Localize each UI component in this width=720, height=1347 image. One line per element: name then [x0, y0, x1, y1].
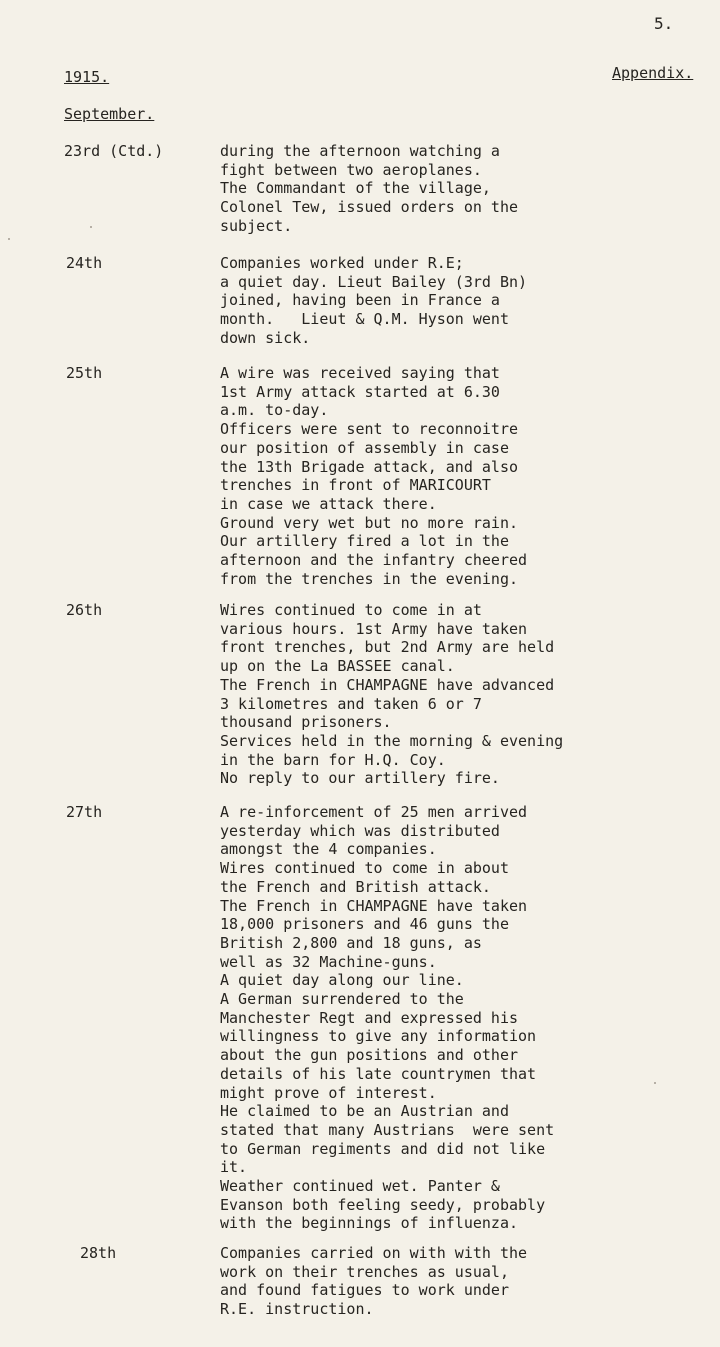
entry-date: 26th [66, 601, 103, 619]
entry-date: 24th [66, 254, 103, 272]
entry-text: Companies worked under R.E; a quiet day. Lieut Bailey (3rd Bn) joined, having been in France a month. Lieut & Q.M. Hyson went down sick. [220, 254, 528, 347]
entry-date: 28th [80, 1244, 117, 1262]
month-heading: September. [64, 105, 155, 123]
entry-text: Wires continued to come in at various hours. 1st Army have taken front trenches, but 2nd Army are held up on the La BASSEE canal. The French in CHAMPAGNE have advanced 3 kilometres and taken 6 or 7 thousand prisoners. Services held in the morning & evening in the barn for H.Q. Coy. No reply to our artillery fire. [220, 601, 564, 788]
year-heading: 1915. [64, 68, 110, 86]
paper-speck [8, 238, 10, 240]
entry-text: during the afternoon watching a fight between two aeroplanes. The Commandant of the village, Colonel Tew, issued orders on the subject. [220, 142, 519, 235]
entry-date: 25th [66, 364, 103, 382]
entry-date: 23rd (Ctd.) [64, 142, 164, 160]
entry-text: A wire was received saying that 1st Army attack started at 6.30 a.m. to-day. Officers were sent to reconnoitre our position of assembly in case the 13th Brigade attack, and also trenches in front of MARICOURT in case we attack there. Ground very wet but no more rain. Our artillery fired a lot in the afternoon and the infantry cheered from the trenches in the evening. [220, 364, 528, 588]
page-number: 5. [654, 14, 674, 33]
appendix-heading: Appendix. [612, 64, 694, 82]
paper-speck [654, 1082, 656, 1084]
entry-text: A re-inforcement of 25 men arrived yesterday which was distributed amongst the 4 companies. Wires continued to come in about the French and British attack. The French in CHAMPAGNE have taken 18,000 prisoners and 46 guns the British 2,800 and 18 guns, as well as 32 Machine-guns. A quiet day along our line. A German surrendered to the Manchester Regt and expressed his willingness to give any information about the gun positions and other details of his late countrymen that might prove of interest. He claimed to be an Austrian and stated that many Austrians were sent to German regiments and did not like it. Weather continued wet. Panter & Evanson both feeling seedy, probably with the beginnings of influenza. [220, 803, 555, 1233]
paper-speck [90, 226, 92, 228]
entry-text: Companies carried on with with the work on their trenches as usual, and found fatigues to work under R.E. instruction. [220, 1244, 528, 1319]
entry-date: 27th [66, 803, 103, 821]
